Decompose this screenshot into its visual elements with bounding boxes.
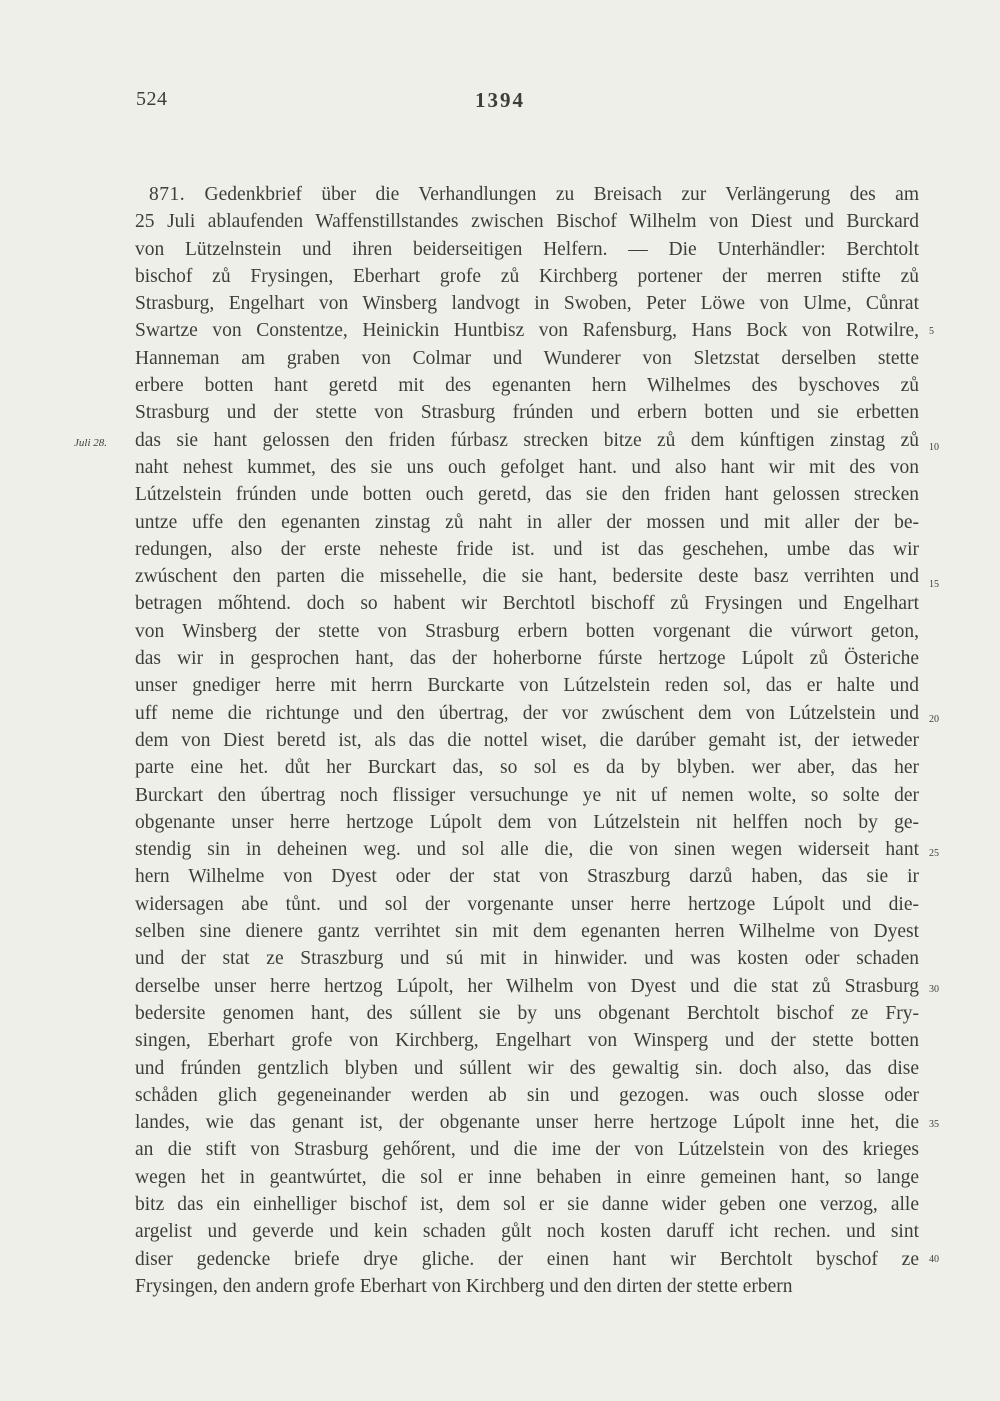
text-line: argelist und geverde und kein schaden gůlt noch kosten daruff icht rechen. und sint <box>135 1221 919 1243</box>
text-line <box>135 181 919 208</box>
text-line: parte eine het. důt her Burckart das, so sol es da by blyben. wer aber, das her <box>135 757 919 779</box>
line-number: 40 <box>929 1254 939 1265</box>
text-line: landes, wie das genant ist, der obgenante unser herre hertzoge Lúpolt inne het, die <box>135 1112 919 1134</box>
text-line: stendig sin in deheinen weg. und sol alle die, die von sinen wegen widerseit hant <box>135 839 919 861</box>
text-line: und der stat ze Straszburg und sú mit in hinwider. und was kosten oder schaden <box>135 948 919 970</box>
text-line: erbere botten hant geretd mit des egenanten hern Wilhelmes des byschoves zů <box>135 375 919 397</box>
text-line: von Lützelnstein und ihren beiderseitigen Helfern. — Die Unterhändler: Berchtolt <box>135 238 919 260</box>
text-line: widersagen abe tůnt. und sol der vorgenante unser herre hertzoge Lúpolt und die- <box>135 893 919 915</box>
text-line: Strasburg, Engelhart von Winsberg landvogt in Swoben, Peter Löwe von Ulme, Cůnrat <box>135 293 919 315</box>
text-line: uff neme die richtunge und den úbertrag, der vor zwúschent dem von Lútzelstein und <box>135 702 919 724</box>
text-line: naht nehest kummet, des sie uns ouch gefolget hant. und also hant wir mit des von <box>135 456 919 478</box>
text-line: dem von Diest beretd ist, als das die nottel wiset, die darúber gemaht ist, der ietweder <box>135 729 919 751</box>
margin-date: Juli 28. <box>74 437 107 449</box>
text-line: betragen mőhtend. doch so habent wir Berchtotl bischoff zů Frysingen und Engelhart <box>135 593 919 615</box>
entry-number: 871. <box>149 184 186 205</box>
line-number: 10 <box>929 442 939 453</box>
text-line: Lútzelstein frúnden unde botten ouch geretd, das sie den friden hant gelossen strecken <box>135 484 919 506</box>
text-line: zwúschent den parten die missehelle, die sie hant, bedersite deste basz verrihten und <box>135 566 919 588</box>
text-line: unser gnediger herre mit herrn Burckarte von Lútzelstein reden sol, das er halte und <box>135 675 919 697</box>
text-line: derselbe unser herre hertzog Lúpolt, her Wilhelm von Dyest und die stat zů Strasburg <box>135 975 919 997</box>
text-line: Swartze von Constentze, Heinickin Huntbisz von Rafensburg, Hans Bock von Rotwilre, <box>135 320 919 342</box>
line-number: 15 <box>929 579 939 590</box>
text-line: redungen, also der erste neheste fride ist. und ist das geschehen, umbe das wir <box>135 538 919 560</box>
text-line: bischof zů Frysingen, Eberhart grofe zů Kirchberg portener der merren stifte zů <box>135 265 919 287</box>
text-line: und frúnden gentzlich blyben und súllent wir des gewaltig sin. doch also, das dise <box>135 1057 919 1079</box>
text-line: von Winsberg der stette von Strasburg erbern botten vorgenant die vúrwort geton, <box>135 620 919 642</box>
text-line: an die stift von Strasburg gehőrent, und die ime der von Lútzelstein von des krieges <box>135 1139 919 1161</box>
text-line: wegen het in geantwúrtet, die sol er inne behaben in einre gemeinen hant, so lange <box>135 1166 919 1188</box>
document-body <box>135 181 919 1300</box>
page-number: 524 <box>136 88 168 110</box>
text-line: Hanneman am graben von Colmar und Wunderer von Sletzstat derselben stette <box>135 347 919 369</box>
line-number: 30 <box>929 984 939 995</box>
text-line: Burckart den úbertrag noch flissiger versuchunge ye nit uf nemen wolte, so solte der <box>135 784 919 806</box>
text-line: bitz das ein einhelliger bischof ist, dem sol er sie danne wider geben one verzog, alle <box>135 1193 919 1215</box>
text-line-content: Gedenkbrief über die Verhandlungen zu Breisach zur Verlängerung des am <box>204 184 919 205</box>
line-number: 35 <box>929 1119 939 1130</box>
year-header: 1394 <box>475 88 525 112</box>
text-line: 25 Juli ablaufenden Waffenstillstandes zwischen Bischof Wilhelm von Diest und Burckard <box>135 211 919 233</box>
text-line: das wir in gesprochen hant, das der hoherborne fúrste hertzoge Lúpolt zů Österiche <box>135 648 919 670</box>
text-line: schåden glich gegeneinander werden ab sin und gezogen. was ouch slosse oder <box>135 1084 919 1106</box>
text-line: untze uffe den egenanten zinstag zů naht in aller der mossen und mit aller der be- <box>135 511 919 533</box>
text-line: obgenante unser herre hertzoge Lúpolt dem von Lútzelstein nit helffen noch by ge- <box>135 811 919 833</box>
line-number: 25 <box>929 848 939 859</box>
text-line: selben sine dienere gantz verrihtet sin mit dem egenanten herren Wilhelme von Dyest <box>135 921 919 943</box>
line-number: 20 <box>929 714 939 725</box>
text-line: diser gedencke briefe drye gliche. der einen hant wir Berchtolt byschof ze <box>135 1248 919 1270</box>
text-line: singen, Eberhart grofe von Kirchberg, Engelhart von Winsperg und der stette botten <box>135 1030 919 1052</box>
line-number: 5 <box>929 326 934 337</box>
text-line: Frysingen, den andern grofe Eberhart von Kirchberg und den dirten der stette erbern <box>135 1275 793 1297</box>
text-line: das sie hant gelossen den friden fúrbasz strecken bitze zů dem kúnftigen zinstag zů <box>135 429 919 451</box>
text-line: hern Wilhelme von Dyest oder der stat von Straszburg darzů haben, das sie ir <box>135 866 919 888</box>
text-line: Strasburg und der stette von Strasburg frúnden und erbern botten und sie erbetten <box>135 402 919 424</box>
text-line: bedersite genomen hant, des súllent sie by uns obgenant Berchtolt bischof ze Fry- <box>135 1002 919 1024</box>
